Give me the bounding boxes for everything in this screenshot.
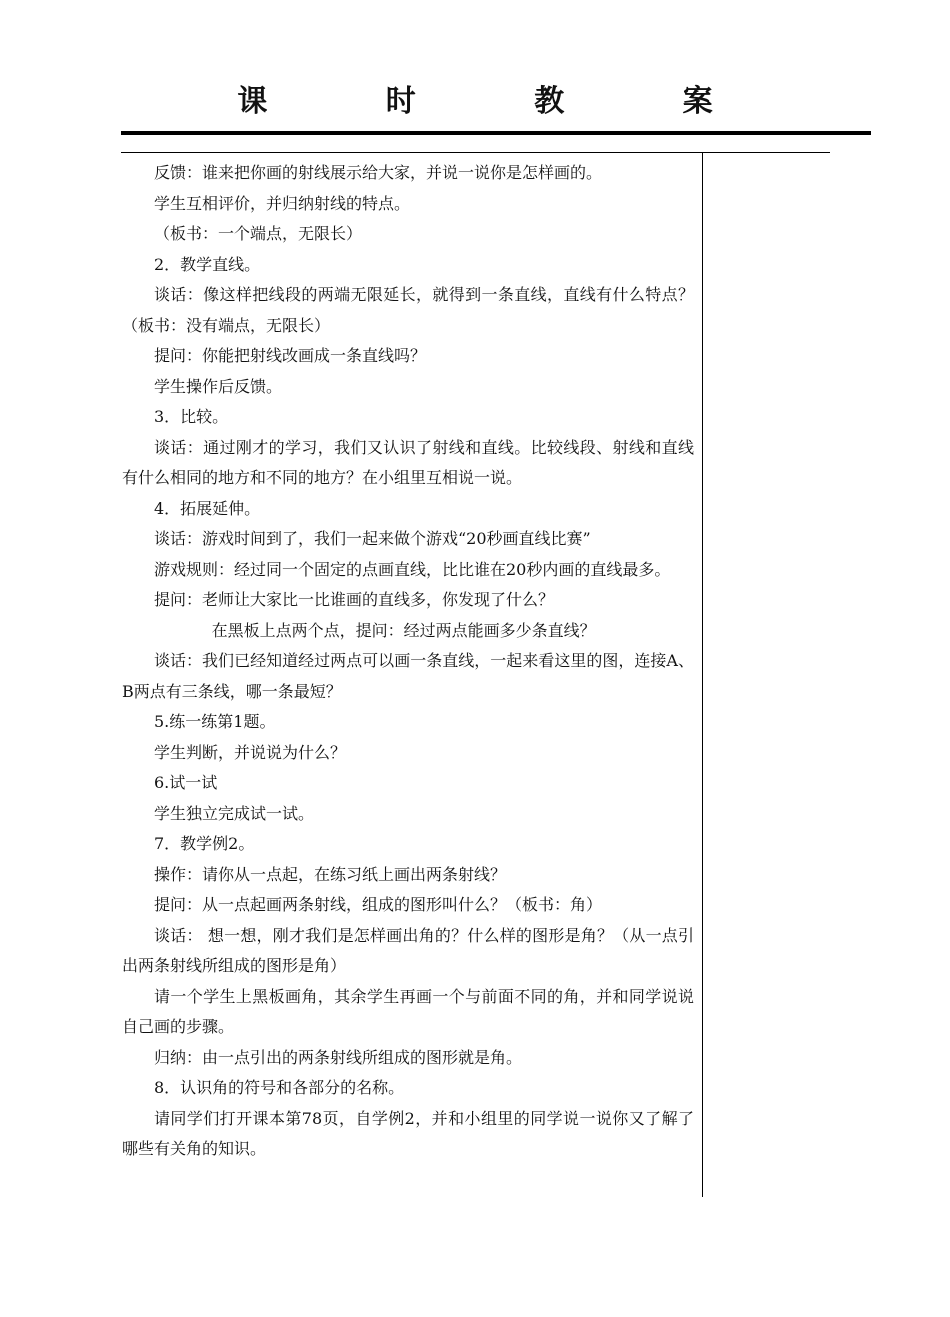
- paragraph: 7．教学例2。: [154, 834, 255, 853]
- table-top-border: [121, 152, 830, 153]
- paragraph: 谈话：通过刚才的学习，我们又认识了射线和直线。比较线段、射线和直线有什么相同的地方和不同的地方？在小组里互相说一说。: [122, 437, 694, 487]
- paragraph: 学生互相评价，并归纳射线的特点。: [154, 193, 411, 213]
- table-column-divider: [702, 152, 703, 1197]
- paragraph: （板书：一个端点，无限长）: [154, 224, 363, 243]
- paragraph: 谈话：游戏时间到了，我们一起来做个游戏“20秒画直线比赛”: [154, 529, 591, 548]
- paragraph: 8．认识角的符号和各部分的名称。: [154, 1078, 405, 1097]
- paragraph: 学生操作后反馈。: [154, 376, 283, 396]
- paragraph: 学生独立完成试一试。: [154, 803, 315, 823]
- paragraph: 2．教学直线。: [154, 254, 261, 274]
- lesson-content: [122, 158, 694, 1165]
- paragraph: 归纳：由一点引出的两条射线所组成的图形就是角。: [154, 1047, 523, 1067]
- paragraph: 学生判断，并说说为什么？: [154, 742, 347, 762]
- paragraph: 谈话：我们已经知道经过两点可以画一条直线，一起来看这里的图，连接A、B两点有三条线，哪一条最短？: [122, 651, 694, 701]
- paragraph: 4．拓展延伸。: [154, 498, 261, 518]
- paragraph: 操作：请你从一点起，在练习纸上画出两条射线？: [154, 864, 507, 884]
- paragraph: 谈话：像这样把线段的两端无限延长，就得到一条直线，直线有什么特点？（板书：没有端点，无限长）: [122, 285, 694, 335]
- paragraph: 游戏规则：经过同一个固定的点画直线，比比谁在20秒内画的直线最多。: [154, 559, 671, 579]
- paragraph: 在黑板上点两个点，提问：经过两点能画多少条直线？: [211, 620, 596, 640]
- page-title: 课 时 教 案: [237, 84, 767, 119]
- paragraph: 请一个学生上黑板画角，其余学生再画一个与前面不同的角，并和同学说说自己画的步骤。: [122, 986, 694, 1036]
- paragraph: 请同学们打开课本第78页，自学例2，并和小组里的同学说一说你又了解了哪些有关角的知识。: [122, 1108, 694, 1158]
- paragraph: 谈话： 想一想，刚才我们是怎样画出角的？什么样的图形是角？（从一点引出两条射线所组成的图形是角）: [122, 925, 694, 975]
- paragraph: 6.试一试: [154, 773, 218, 792]
- paragraph: 提问：老师让大家比一比谁画的直线多，你发现了什么？: [154, 590, 555, 609]
- paragraph: 3．比较。: [154, 407, 229, 426]
- title-rule-thick: [121, 131, 871, 135]
- paragraph: 提问：你能把射线改画成一条直线吗？: [154, 346, 427, 365]
- paragraph: 提问：从一点起画两条射线，组成的图形叫什么？（板书：角）: [154, 895, 603, 914]
- paragraph: 5.练一练第1题。: [154, 712, 276, 731]
- paragraph: 反馈：谁来把你画的射线展示给大家，并说一说你是怎样画的。: [154, 163, 603, 182]
